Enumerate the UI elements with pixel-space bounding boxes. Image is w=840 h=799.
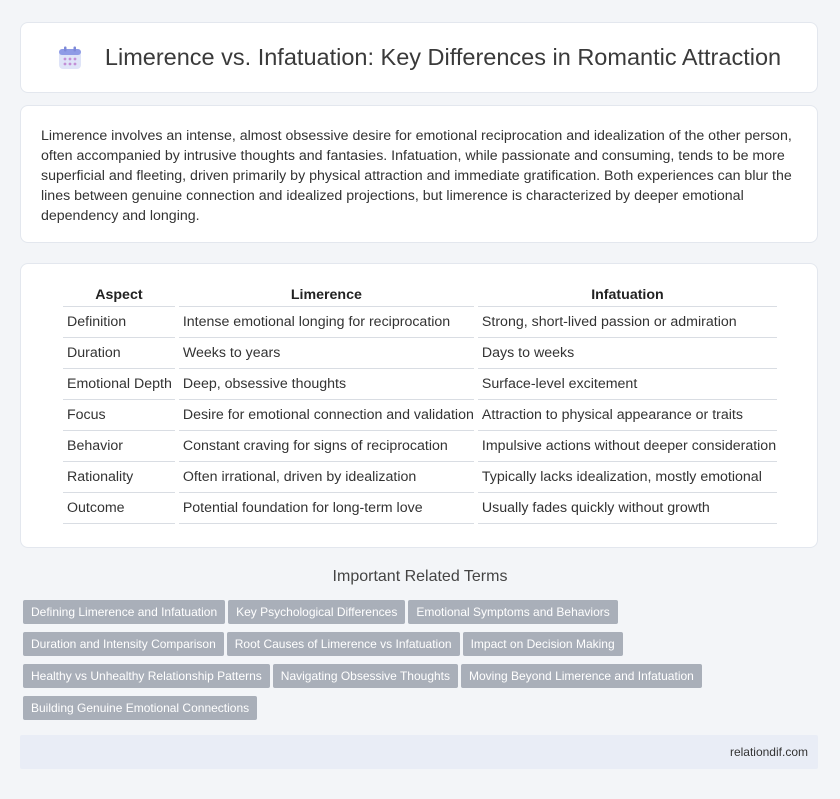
related-terms-tags bbox=[23, 600, 813, 728]
table-row bbox=[63, 431, 777, 462]
table-cell: Intense emotional longing for reciprocation bbox=[179, 307, 474, 338]
related-term-tag[interactable]: Duration and Intensity Comparison bbox=[23, 632, 224, 656]
table-cell: Often irrational, driven by idealization bbox=[179, 462, 474, 493]
table-cell: Constant craving for signs of reciprocation bbox=[179, 431, 474, 462]
footer bbox=[20, 735, 818, 769]
table-cell: Potential foundation for long-term love bbox=[179, 493, 474, 524]
table-cell: Behavior bbox=[63, 431, 175, 462]
footer-site-link[interactable]: relationdif.com bbox=[729, 745, 808, 759]
table-cell: Rationality bbox=[63, 462, 175, 493]
related-term-tag[interactable]: Root Causes of Limerence vs Infatuation bbox=[227, 632, 460, 656]
table-row bbox=[63, 493, 777, 524]
intro-text: Limerence involves an intense, almost obsessive desire for emotional reciprocation and idealization of the other person, often accompanied by intrusive thoughts and fantasies. Infatuation, while passionate and consuming, tends to be more superficial and fleeting, driven primarily by physical attraction and immediate gratification. Both experiences can blur the lines between genuine connection and idealized projections, but limerence is characterized by deeper emotional dependency and longing. bbox=[41, 128, 792, 224]
header-card bbox=[20, 22, 818, 93]
related-term-tag[interactable]: Building Genuine Emotional Connections bbox=[23, 696, 257, 720]
related-term-tag[interactable]: Defining Limerence and Infatuation bbox=[23, 600, 225, 624]
table-cell: Definition bbox=[63, 307, 175, 338]
table-cell: Duration bbox=[63, 338, 175, 369]
related-term-tag[interactable]: Emotional Symptoms and Behaviors bbox=[408, 600, 617, 624]
table-row bbox=[63, 462, 777, 493]
header-inner bbox=[57, 44, 781, 71]
table-row bbox=[63, 307, 777, 338]
table-cell: Deep, obsessive thoughts bbox=[179, 369, 474, 400]
table-row bbox=[63, 400, 777, 431]
related-term-tag[interactable]: Moving Beyond Limerence and Infatuation bbox=[461, 664, 702, 688]
table-cell: Usually fades quickly without growth bbox=[478, 493, 777, 524]
table-cell: Outcome bbox=[63, 493, 175, 524]
related-term-tag[interactable]: Impact on Decision Making bbox=[463, 632, 623, 656]
table-cell: Impulsive actions without deeper consideration bbox=[478, 431, 777, 462]
related-term-tag[interactable]: Navigating Obsessive Thoughts bbox=[273, 664, 458, 688]
table-cell: Attraction to physical appearance or traits bbox=[478, 400, 777, 431]
related-terms-title: Important Related Terms bbox=[332, 568, 508, 585]
related-term-tag[interactable]: Healthy vs Unhealthy Relationship Patterns bbox=[23, 664, 270, 688]
table-cell: Emotional Depth bbox=[63, 369, 175, 400]
table-cell: Weeks to years bbox=[179, 338, 474, 369]
comparison-table bbox=[59, 284, 781, 524]
table-row bbox=[63, 369, 777, 400]
table-row bbox=[63, 338, 777, 369]
column-header-aspect: Aspect bbox=[63, 284, 175, 307]
table-cell: Focus bbox=[63, 400, 175, 431]
comparison-table-card bbox=[20, 263, 818, 548]
table-cell: Desire for emotional connection and validation bbox=[179, 400, 474, 431]
table-cell: Typically lacks idealization, mostly emotional bbox=[478, 462, 777, 493]
intro-card bbox=[20, 105, 818, 243]
table-cell: Strong, short-lived passion or admiration bbox=[478, 307, 777, 338]
column-header-limerence: Limerence bbox=[179, 284, 474, 307]
table-cell: Days to weeks bbox=[478, 338, 777, 369]
column-header-infatuation: Infatuation bbox=[478, 284, 777, 307]
related-term-tag[interactable]: Key Psychological Differences bbox=[228, 600, 405, 624]
calendar-icon bbox=[57, 45, 83, 71]
table-header-row bbox=[63, 284, 777, 307]
page-title: Limerence vs. Infatuation: Key Differences in Romantic Attraction bbox=[104, 44, 782, 70]
table-cell: Surface-level excitement bbox=[478, 369, 777, 400]
